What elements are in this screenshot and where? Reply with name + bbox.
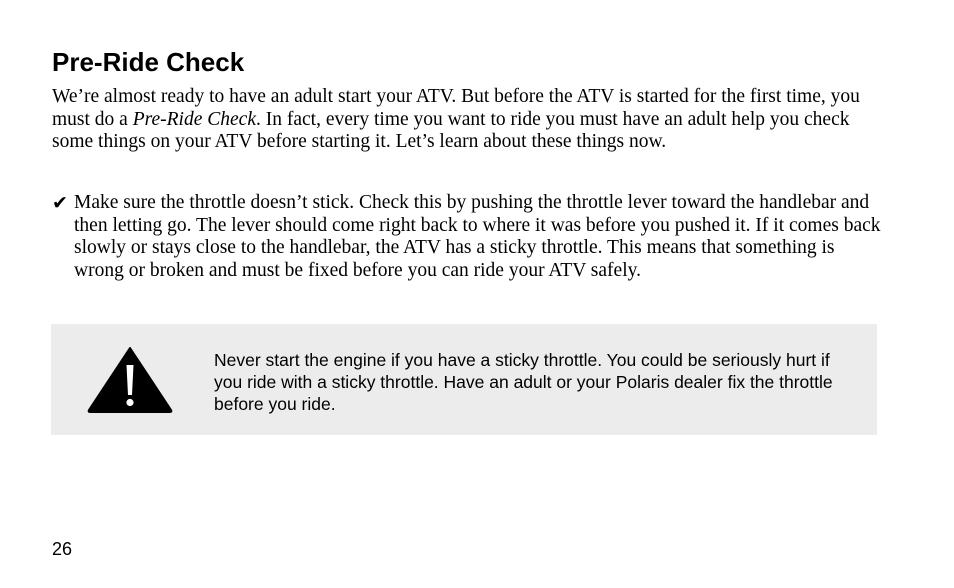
checklist-item — [52, 192, 882, 282]
intro-italic-term: Pre-Ride Check — [132, 108, 256, 130]
warning-triangle-icon — [87, 346, 173, 414]
intro-paragraph — [52, 86, 882, 154]
page-number: 26 — [52, 539, 73, 559]
checklist-item-text: Make sure the throttle doesn’t stick. Check this by pushing the throttle lever toward the handlebar and then letting go. The lever should come right back to where it was before you pushed it. If it comes back slowly or stays close to the handlebar, the ATV has a sticky throttle. This means that something is wrong or broken and must be fixed before you can ride your ATV safely. — [74, 192, 881, 281]
warning-text: Never start the engine if you have a sticky throttle. You could be seriously hurt if you ride with a sticky throttle. Have an adult or your Polaris dealer fix the throttle before you ride. — [214, 350, 833, 414]
checkmark-icon: ✔ — [52, 192, 68, 214]
intro-text-start: We’re almost ready to have an adult start your ATV. But before the ATV is started for the first time, you must do a — [52, 86, 860, 130]
warning-box — [51, 324, 877, 435]
intro-text-end: . In fact, every time you want to ride you must have an adult help you check some things on your ATV before starting it. Let’s learn about these things now. — [52, 108, 850, 152]
page-heading: Pre-Ride Check — [52, 47, 245, 77]
